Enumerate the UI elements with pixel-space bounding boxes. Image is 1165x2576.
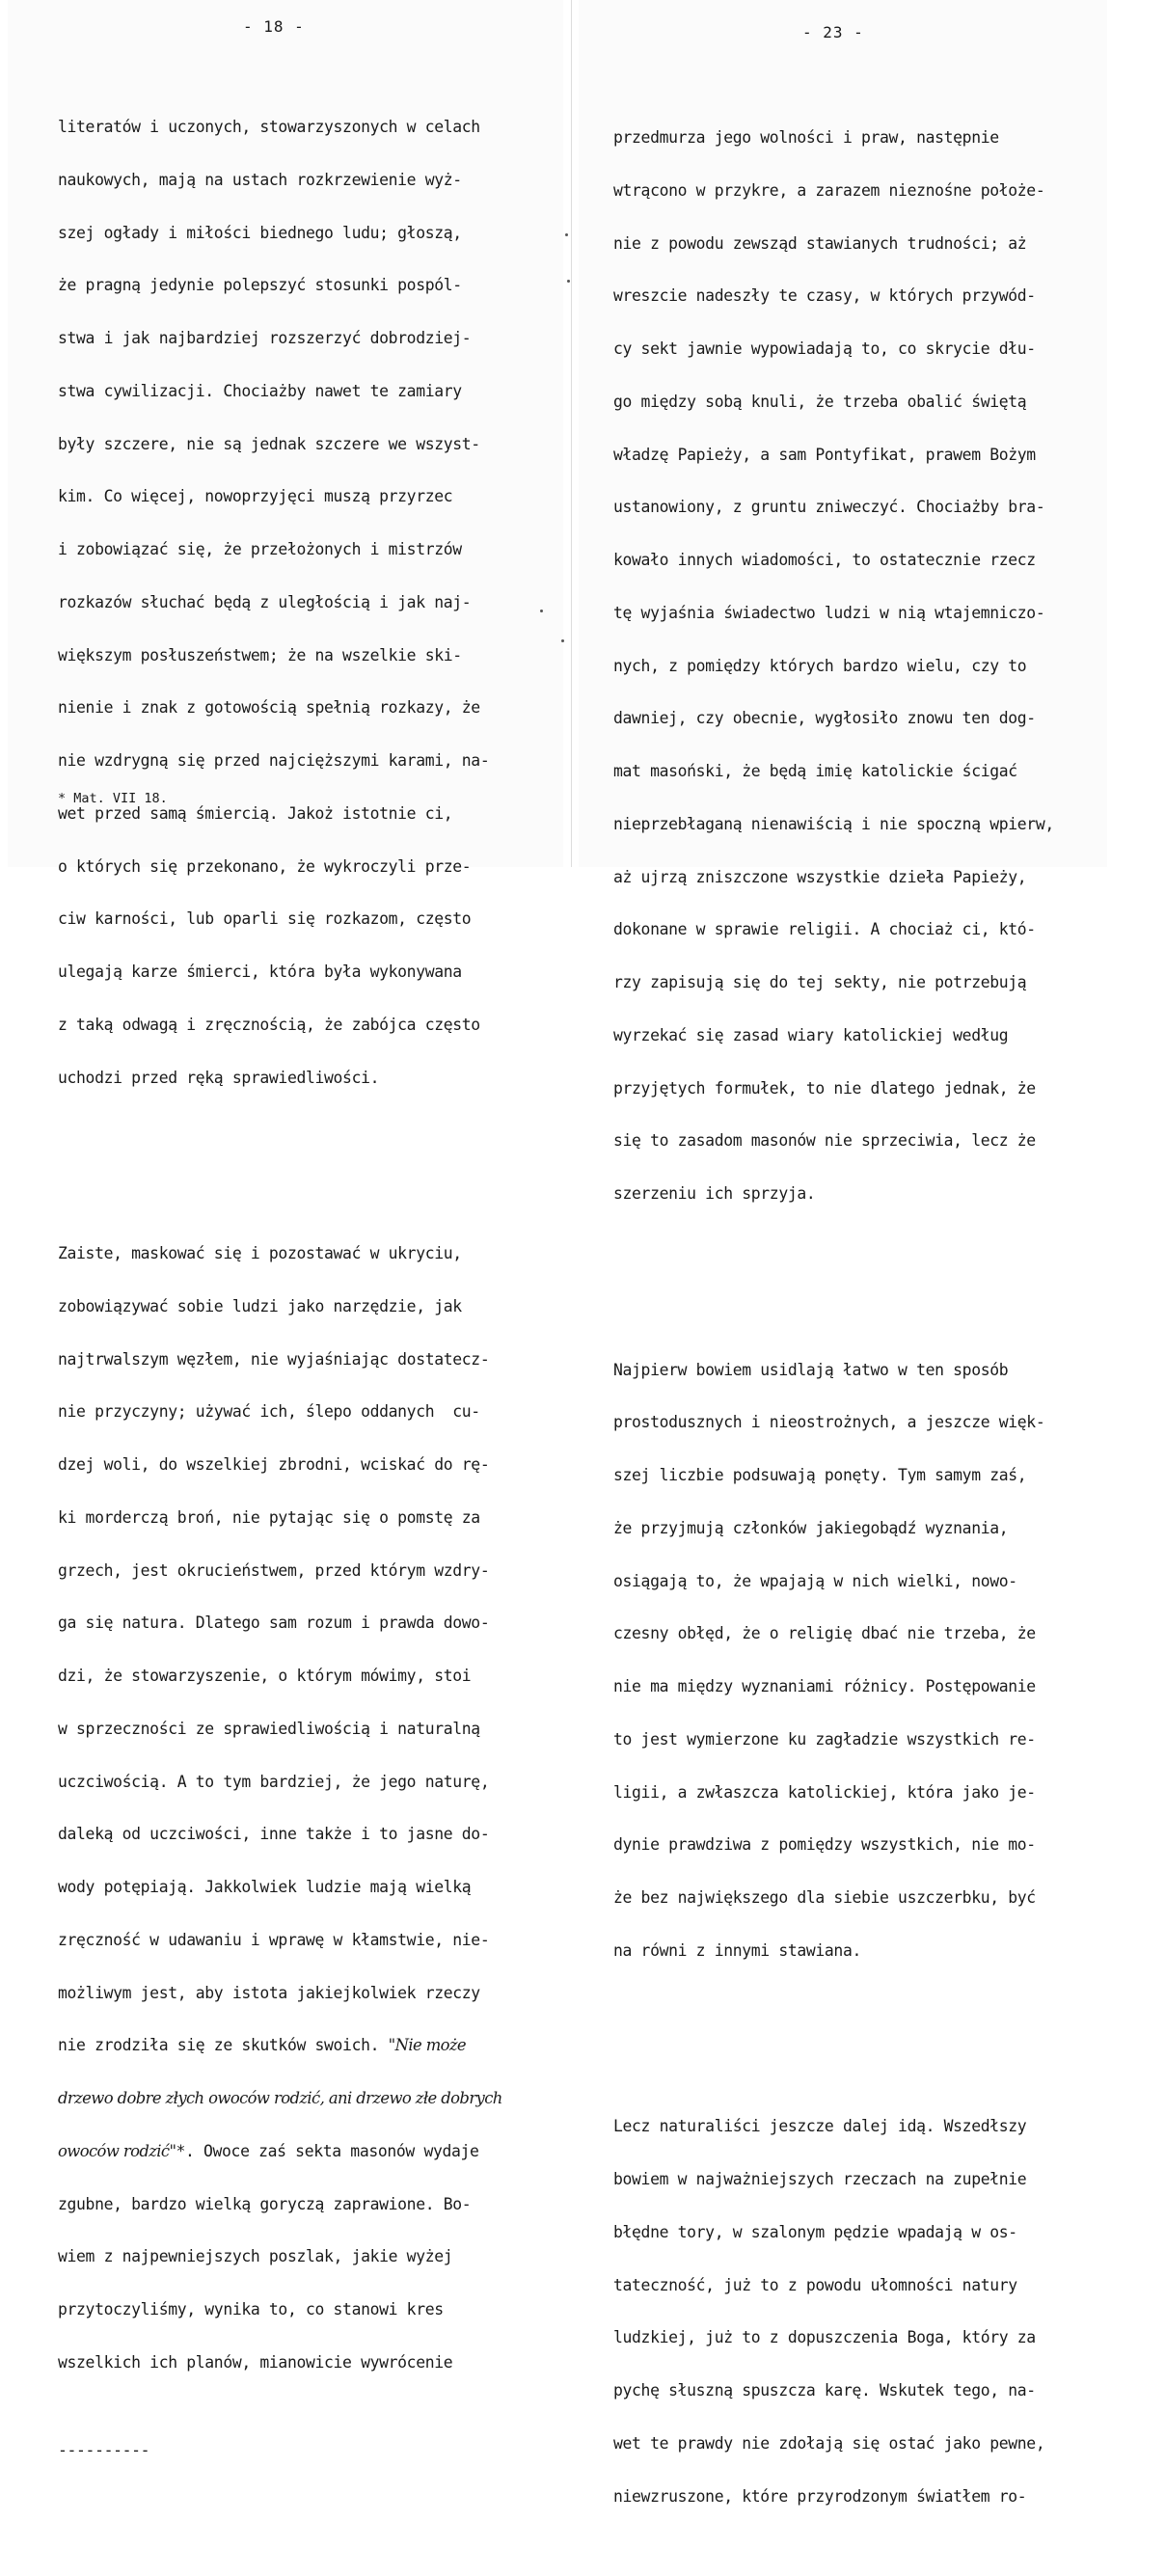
paragraph-1: [613, 95, 1054, 1238]
text-line: zręczność w udawaniu i wprawę w kłamstwie, nie-: [58, 1930, 490, 1949]
scripture-quote-line: drzewo dobre złych owoców rodzić, ani drzewo złe dobrych: [58, 2089, 502, 2107]
scan-speck: [561, 639, 564, 642]
text-line: Lecz naturaliści jeszcze dalej idą. Wszedłszy: [613, 2117, 1027, 2136]
text-line: bowiem w najważniejszych rzeczach na zupełnie: [613, 2170, 1027, 2188]
text-line: ustanowiony, z gruntu zniweczyć. Chociażby bra-: [613, 498, 1045, 517]
text-line: osiągają to, że wpajają w nich wielki, nowo-: [613, 1571, 1017, 1590]
text-line: mat masoński, że będą imię katolickie ścigać: [613, 762, 1017, 780]
text-line: cy sekt jawnie wypowiadają to, co skrycie dłu-: [613, 339, 1036, 358]
text-line: że przyjmują członków jakiegobądź wyznania,: [613, 1518, 1009, 1537]
text-line: ulegają karze śmierci, która była wykonywana: [58, 963, 462, 981]
text-line: z taką odwagą i zręcznością, że zabójca często: [58, 1015, 480, 1034]
text-line: były szczere, nie są jednak szczere we wszyst-: [58, 434, 480, 453]
text-line: stwa i jak najbardziej rozszerzyć dobrodziej-: [58, 329, 472, 347]
footnote: * Mat. VII 18.: [58, 791, 168, 806]
text-line: nie z powodu zewsząd stawianych trudności; aż: [613, 233, 1027, 253]
text-line: zobowiązywać sobie ludzi jako narzędzie, jak: [58, 1296, 462, 1315]
text-line: nie ma między wyznaniami różnicy. Postępowanie: [613, 1677, 1036, 1695]
text-line: pychę słuszną spuszcza karę. Wskutek tego, na-: [613, 2381, 1036, 2400]
text-line: grzech, jest okrucieństwem, przed którym wzdry-: [58, 1560, 490, 1580]
text-line: ki morderczą broń, nie pytając się o pomstę za: [58, 1507, 480, 1527]
text-line: wyrzekać się zasad wiary katolickiej według: [613, 1025, 1009, 1044]
scripture-quote-end: owoców rodzić": [58, 2141, 176, 2160]
text-line: szerzeniu ich sprzyja.: [613, 1184, 816, 1203]
right-page: [579, 0, 1107, 2506]
text-line: prostodusznych i nieostrożnych, a jeszcze więk-: [613, 1413, 1045, 1432]
text-line: Najpierw bowiem usidlają łatwo w ten sposób: [613, 1360, 1009, 1379]
text-line: ligii, a zwłaszcza katolickiej, która jako je-: [613, 1782, 1036, 1802]
text-line: wszelkich ich planów, mianowicie wywrócenie: [58, 2352, 453, 2372]
text-line: i zobowiązać się, że przełożonych i mistrzów: [58, 540, 462, 558]
text-line-with-quote-end: [58, 2143, 502, 2160]
scan-speck: [540, 610, 543, 612]
text-line: dzi, że stowarzyszenie, o którym mówimy, stoi: [58, 1667, 472, 1685]
scan-speck: [565, 233, 568, 236]
paragraph-2: [58, 1210, 502, 2407]
paragraph-gap: [613, 2030, 1054, 2047]
left-page: [8, 0, 563, 2459]
text-line: szej ogłady i miłości biednego ludu; głoszą,: [58, 223, 462, 242]
text-line: Zaiste, maskować się i pozostawać w ukryciu,: [58, 1244, 462, 1262]
text-line: na równi z innymi stawiana.: [613, 1940, 861, 1960]
text-line: zgubne, bardzo wielką goryczą zaprawione. Bo-: [58, 2194, 472, 2213]
text-line: że pragną jedynie polepszyć stosunki pospól-: [58, 276, 462, 295]
paragraph-2: [613, 1326, 1054, 1995]
text-line: dzej woli, do wszelkiej zbrodni, wciskać do rę-: [58, 1455, 490, 1474]
text-line: wody potępiają. Jakkolwiek ludzie mają wielką: [58, 1878, 472, 1896]
gutter-shadow: [571, 0, 572, 867]
text-line: daleką od uczciwości, inne także i to jasne do-: [58, 1825, 490, 1844]
text-line: wtrącono w przykre, a zarazem nieznośne położe-: [613, 180, 1045, 200]
paragraph-3: [613, 2083, 1054, 2541]
text-line: błędne tory, w szalonym pędzie wpadają w os-: [613, 2222, 1017, 2241]
text-line: przyjętych formułek, to nie dlatego jednak, że: [613, 1078, 1036, 1098]
text-line: możliwym jest, aby istota jakiejkolwiek rzeczy: [58, 1983, 480, 2002]
scripture-quote-start: "Nie może: [388, 2036, 467, 2055]
text-line: wiem z najpewniejszych poszlak, jakie wyżej: [58, 2247, 453, 2266]
text-line: tę wyjaśnia świadectwo ludzi w nią wtajemniczo-: [613, 603, 1045, 622]
text-fragment: *. Owoce zaś sekta masonów wydaje: [176, 2141, 479, 2160]
text-line: uczciwością. A to tym bardziej, że jego naturę,: [58, 1772, 490, 1791]
text-line: rozkazów słuchać będą z uległością i jak naj-: [58, 592, 472, 611]
text-line: się to zasadom masonów nie sprzeciwia, lecz że: [613, 1131, 1036, 1151]
text-line: rzy zapisują się do tej sekty, nie potrzebują: [613, 973, 1027, 991]
text-line: w sprzeczności ze sprawiedliwością i naturalną: [58, 1719, 480, 1738]
text-line: wet te prawdy nie zdołają się ostać jako pewne,: [613, 2433, 1045, 2453]
paragraph-gap: [613, 1273, 1054, 1290]
text-line: go między sobą knuli, że trzeba obalić świętą: [613, 392, 1027, 411]
text-line: niewzruszone, które przyrodzonym światłem ro-: [613, 2486, 1027, 2506]
text-line: że bez największego dla siebie uszczerbku, być: [613, 1888, 1036, 1907]
footnote-separator: ----------: [58, 2441, 150, 2459]
text-line: dynie prawdziwa z pomiędzy wszystkich, nie mo-: [613, 1835, 1036, 1855]
text-line: aż ujrzą zniszczone wszystkie dzieła Papieży,: [613, 867, 1027, 886]
text-line: kim. Co więcej, nowoprzyjęci muszą przyrzec: [58, 487, 453, 506]
text-line: szej liczbie podsuwają ponęty. Tym samym zaś,: [613, 1466, 1027, 1484]
text-line: dokonane w sprawie religii. A chociaż ci, któ-: [613, 920, 1036, 939]
text-fragment: nie zrodziła się ze skutków swoich.: [58, 2036, 389, 2055]
left-text-column: [58, 48, 502, 2495]
text-line: czesny obłęd, że o religię dbać nie trzeba, że: [613, 1624, 1036, 1643]
text-line: najtrwalszym węzłem, nie wyjaśniając dostatecz-: [58, 1349, 490, 1369]
text-line: przytoczyliśmy, wynika to, co stanowi kres: [58, 2300, 444, 2318]
text-line: nieprzebłaganą nienawiścią i nie spoczną wpierw,: [613, 814, 1054, 833]
text-line: wreszcie nadeszły te czasy, w których przywód-: [613, 286, 1036, 306]
text-line: naukowych, mają na ustach rozkrzewienie wyż-: [58, 170, 462, 189]
text-line-with-quote: [58, 2037, 502, 2054]
text-line: to jest wymierzone ku zagładzie wszystkich re-: [613, 1729, 1036, 1749]
text-line: ga się natura. Dlatego sam rozum i prawda dowo-: [58, 1613, 490, 1633]
text-line: ludzkiej, już to z dopuszczenia Boga, który za: [613, 2328, 1036, 2347]
text-line: wet przed samą śmiercią. Jakoż istotnie ci,: [58, 803, 453, 823]
scan-speck: [567, 280, 570, 283]
text-line: o których się przekonano, że wykroczyli prze-: [58, 856, 472, 876]
text-line: kowało innych wiadomości, to ostatecznie rzecz: [613, 551, 1036, 569]
text-line: uchodzi przed ręką sprawiedliwości.: [58, 1068, 380, 1087]
text-line: władzę Papieży, a sam Pontyfikat, prawem Bożym: [613, 445, 1036, 464]
paragraph-gap: [58, 1157, 502, 1175]
text-line: ciw karności, lub oparli się rozkazom, często: [58, 909, 472, 929]
text-line: literatów i uczonych, stowarzyszonych w celach: [58, 118, 480, 136]
right-text-column: [613, 59, 1054, 2576]
text-line: nie wzdrygną się przed najcięższymi karami, na-: [58, 751, 490, 770]
text-line: większym posłuszeństwem; że na wszelkie ski-: [58, 645, 462, 664]
paragraph-1: [58, 84, 502, 1123]
page-number-right: - 23 -: [802, 23, 864, 41]
text-line: przedmurza jego wolności i praw, następnie: [613, 128, 999, 147]
text-line: nych, z pomiędzy których bardzo wielu, czy to: [613, 656, 1027, 675]
text-line: nie przyczyny; używać ich, ślepo oddanych cu-: [58, 1402, 480, 1422]
text-line: stwa cywilizacji. Chociażby nawet te zamiary: [58, 381, 462, 400]
text-line: dawniej, czy obecnie, wygłosiło znowu ten dog-: [613, 709, 1036, 728]
text-line: nienie i znak z gotowością spełnią rozkazy, że: [58, 698, 480, 718]
page-number-left: - 18 -: [243, 17, 305, 36]
text-line: tateczność, już to z powodu ułomności natury: [613, 2275, 1017, 2294]
